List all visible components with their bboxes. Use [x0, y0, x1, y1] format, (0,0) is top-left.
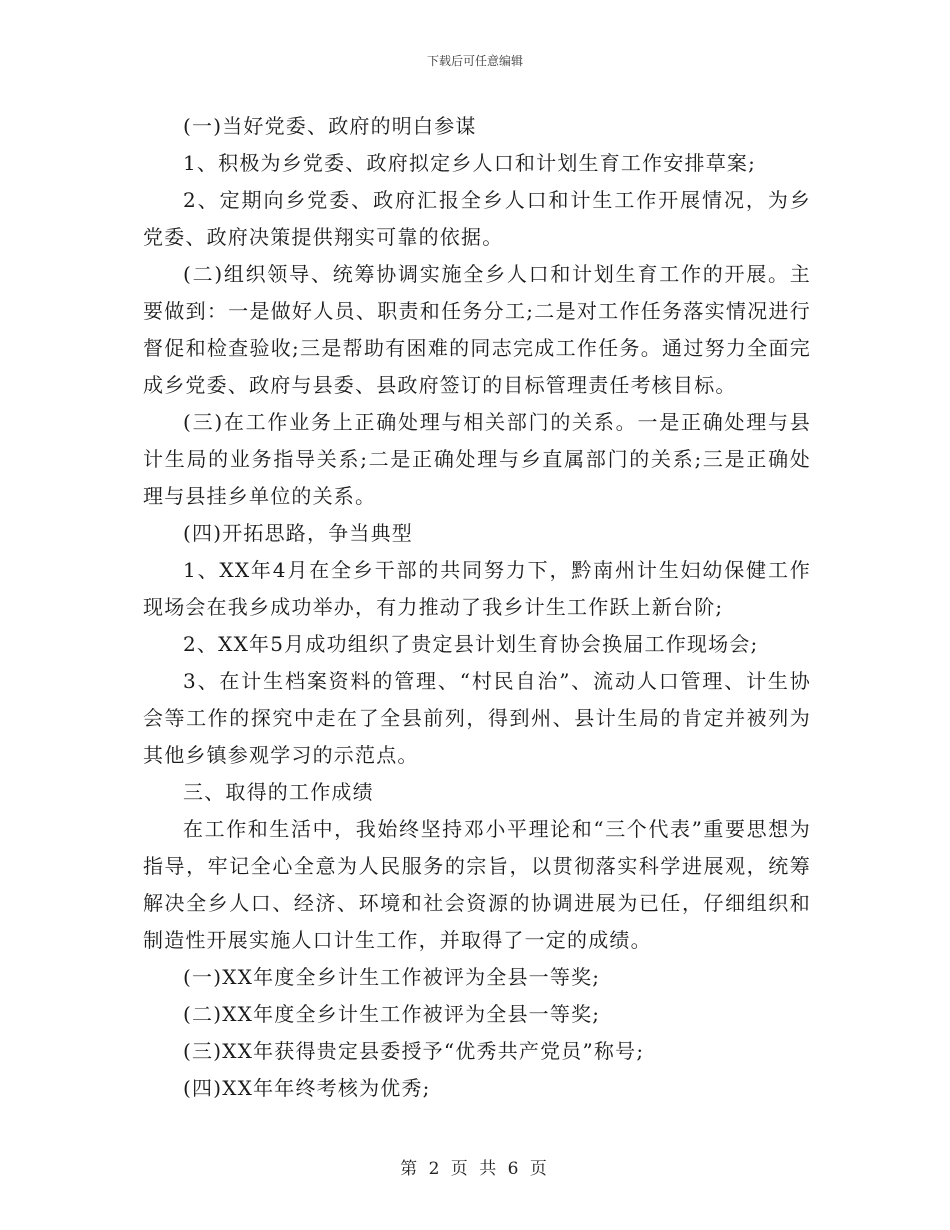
paragraph: (四)XX年年终考核为优秀; [183, 1076, 431, 1100]
paragraph: 在工作和生活中，我始终坚持邓小平理论和“三个代表”重要思想为指导，牢记全心全意为人民服务的宗旨，以贯彻落实科学进展观，统筹解决全乡人口、经济、环境和社会资源的协调进展为已任，仔细组织和制造性开展实施人口计生工作，并取得了一定的成绩。 [143, 817, 811, 952]
paragraph: 2、XX年5月成功组织了贵定县计划生育协会换届工作现场会; [183, 632, 759, 656]
paragraph: (一)当好党委、政府的明白参谋 [183, 114, 477, 138]
page-header-note: 下载后可任意编辑 [426, 54, 523, 68]
paragraph: 1、积极为乡党委、政府拟定乡人口和计划生育工作安排草案; [183, 151, 757, 175]
paragraph: 2、定期向乡党委、政府汇报全乡人口和计生工作开展情况，为乡党委、政府决策提供翔实可靠的依据。 [143, 188, 811, 249]
document-body [143, 108, 811, 1107]
paragraph: (三)在工作业务上正确处理与相关部门的关系。一是正确处理与县计生局的业务指导关系;二是正确处理与乡直属部门的关系;三是正确处理与县挂乡单位的关系。 [143, 410, 811, 508]
page-number-footer: 第 2 页 共 6 页 [400, 1159, 550, 1179]
paragraph: 3、在计生档案资料的管理、“村民自治”、流动人口管理、计生协会等工作的探究中走在了全县前列，得到州、县计生局的肯定并被列为其他乡镇参观学习的示范点。 [143, 669, 811, 767]
paragraph: (一)XX年度全乡计生工作被评为全县一等奖; [183, 965, 601, 989]
paragraph: 三、取得的工作成绩 [183, 780, 374, 804]
paragraph: (三)XX年获得贵定县委授予“优秀共产党员”称号; [183, 1039, 645, 1063]
paragraph: 1、XX年4月在全乡干部的共同努力下，黔南州计生妇幼保健工作现场会在我乡成功举办，有力推动了我乡计生工作跃上新台阶; [143, 558, 811, 619]
paragraph: (四)开拓思路，争当典型 [183, 521, 414, 545]
paragraph: (二)组织领导、统筹协调实施全乡人口和计划生育工作的开展。主要做到：一是做好人员、职责和任务分工;二是对工作任务落实情况进行督促和检查验收;三是帮助有困难的同志完成工作任务。通过努力全面完成乡党委、政府与县委、县政府签订的目标管理责任考核目标。 [143, 262, 811, 397]
paragraph: (二)XX年度全乡计生工作被评为全县一等奖; [183, 1002, 601, 1026]
